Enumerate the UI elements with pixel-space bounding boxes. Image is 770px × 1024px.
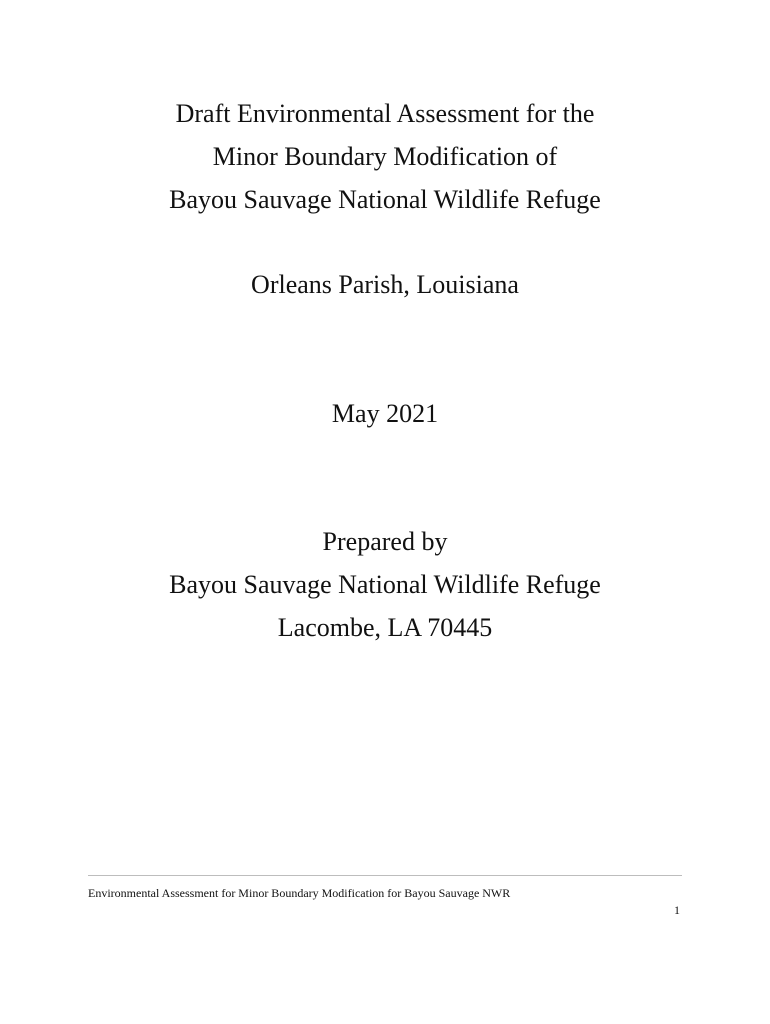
title-line-1: Draft Environmental Assessment for the — [175, 99, 595, 128]
location-text: Orleans Parish, Louisiana — [251, 270, 519, 299]
document-title — [0, 92, 770, 221]
title-line-2: Minor Boundary Modification of — [212, 142, 558, 171]
page-number: 1 — [674, 903, 680, 917]
prepared-by-address: Lacombe, LA 70445 — [277, 613, 493, 642]
date-text: May 2021 — [331, 399, 439, 428]
prepared-by-block — [0, 520, 770, 649]
title-line-3: Bayou Sauvage National Wildlife Refuge — [169, 185, 601, 214]
footer-text: Environmental Assessment for Minor Boundary Modification for Bayou Sauvage NWR — [88, 886, 511, 900]
prepared-by-label: Prepared by — [322, 527, 448, 556]
prepared-by-organization: Bayou Sauvage National Wildlife Refuge — [169, 570, 601, 599]
footer-divider — [88, 875, 682, 876]
